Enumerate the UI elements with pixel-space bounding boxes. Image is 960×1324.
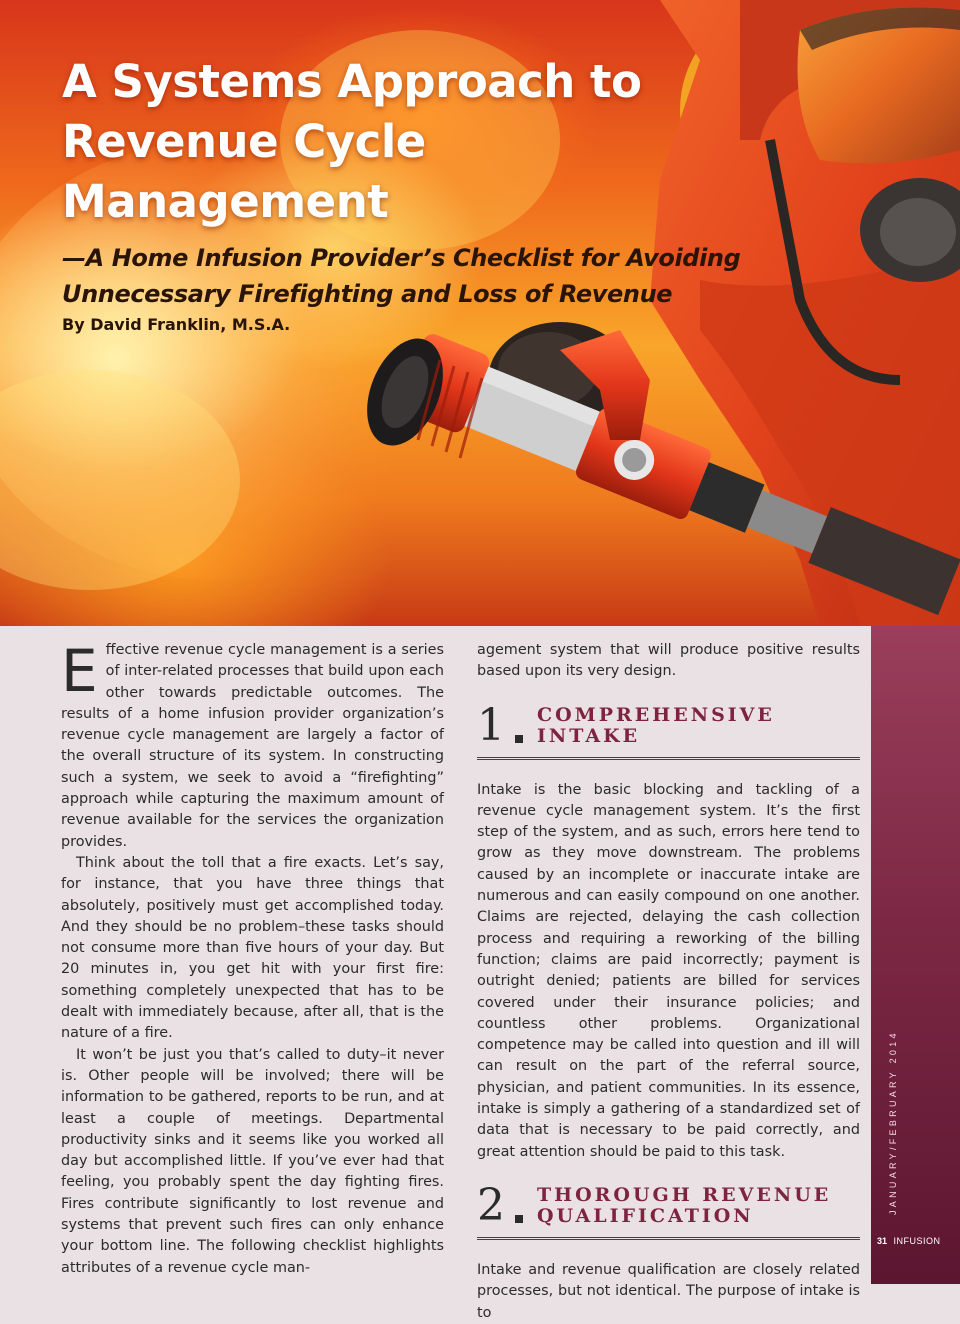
section-number-2: 2 xyxy=(477,1179,505,1231)
page-number: 31 xyxy=(877,1236,888,1246)
section-bullet-dot xyxy=(515,735,523,743)
magazine-name: INFUSION xyxy=(893,1236,941,1246)
hero-image xyxy=(0,0,960,626)
article-title xyxy=(62,52,742,232)
title-line-2: Revenue Cycle Management xyxy=(62,115,426,228)
section-title-1 xyxy=(537,705,775,747)
magazine-sidebar xyxy=(871,626,960,1284)
section-title-1-line-2: INTAKE xyxy=(537,724,641,747)
intro-paragraph xyxy=(61,637,444,853)
section-heading-2 xyxy=(477,1179,860,1240)
article-subtitle xyxy=(62,240,742,312)
section-title-1-line-1: COMPREHENSIVE xyxy=(537,703,775,726)
section-body-2: Intake and revenue qualification are closely related processes, but not identical. The purpose of intake is to xyxy=(477,1261,860,1321)
subtitle-line-2: Unnecessary Firefighting and Loss of Revenue xyxy=(62,280,673,308)
page-footer xyxy=(877,1236,941,1246)
left-column xyxy=(61,637,444,1279)
intro-text: ffective revenue cycle management is a series of inter-related processes that build upon each other towards predictable outcomes. The results of a home infusion provider organization’s revenue cycle management are largely a factor of the overall structure of its system. In constructing such a system, we seek to avoid a “firefighting” approach while capturing the maximum amount of revenue available for the services the organization provides. xyxy=(61,642,444,850)
subtitle-line-1: —A Home Infusion Provider’s Checklist for Avoiding xyxy=(62,244,741,272)
author-byline: By David Franklin, M.S.A. xyxy=(62,315,291,334)
paragraph-called-to-duty: It won’t be just you that’s called to duty–it never is. Other people will be involved; there will be information to be gathered, reports to be run, and at least a couple of meetings. Departmental productivity sinks and it seems like you worked all day but accomplished little. If you’ve ever had that feeling, you probably spent the day fighting fires. Fires contribute significantly to lost revenue and systems that prevent such fires can only enhance your bottom line. The following checklist highlights attributes of a revenue cycle man- xyxy=(61,1046,444,1276)
section-title-2 xyxy=(537,1185,831,1227)
section-number-1: 1 xyxy=(477,699,505,751)
title-line-1: A Systems Approach to xyxy=(62,55,642,108)
issue-date: JANUARY/FEBRUARY 2014 xyxy=(888,1030,898,1215)
drop-cap: E xyxy=(61,637,98,705)
section-heading-1 xyxy=(477,699,860,760)
section-body-1: Intake is the basic blocking and tackling of a revenue cycle management system. It’s the first step of the system, and as such, errors here tend to grow as they move downstream. The problems caused by an incomplete or inaccurate intake are numerous and can easily compound on one another. Claims are rejected, delaying the cash collection process and requiring a reworking of the billing function; claims are paid incorrectly; payment is outright denied; patients are billed for services covered under their insurance policies; and countless other problems. Organizational competence may be called into question and ill will can result on the part of the referral source, physician, and patient communities. In its essence, intake is simply a gathering of a standardized set of data that is necessary to be paid correctly, and great attention should be paid to this task. xyxy=(477,781,860,1160)
hero-heading-block xyxy=(62,52,742,336)
right-column xyxy=(477,640,860,1324)
paragraph-continued: agement system that will produce positive results based upon its very design. xyxy=(477,642,860,680)
section-title-2-line-2: QUALIFICATION xyxy=(537,1204,754,1227)
section-title-2-line-1: THOROUGH REVENUE xyxy=(537,1183,832,1206)
paragraph-fire-toll: Think about the toll that a fire exacts. Let’s say, for instance, that you have three things that absolutely, positively must get accomplished today. And they should be no problem–these tasks should not consume more than five hours of your day. But 20 minutes in, you get hit with your first fire: something completely unexpected that has to be dealt with immediately because, after all, that is the nature of a fire. xyxy=(61,854,444,1042)
section-bullet-dot xyxy=(515,1215,523,1223)
